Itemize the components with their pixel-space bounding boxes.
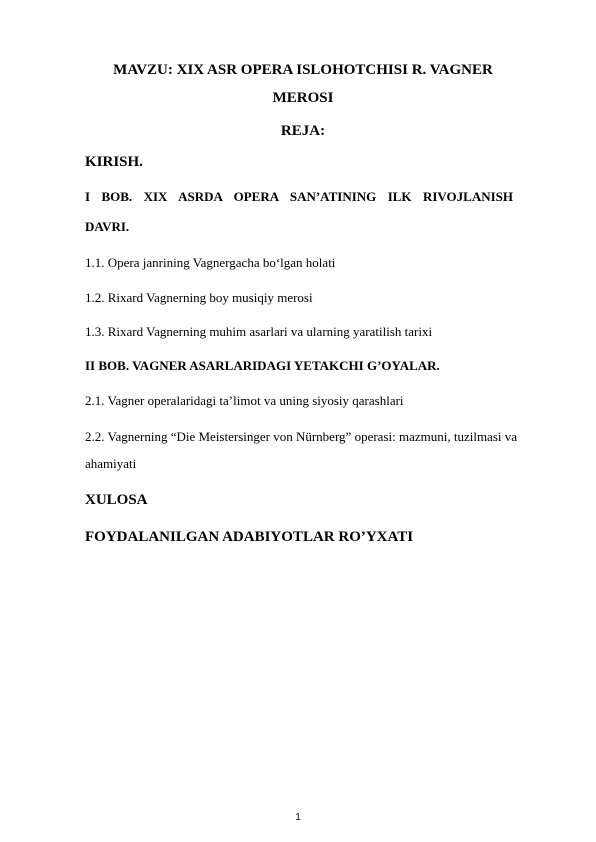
plan-heading: REJA:	[280, 123, 326, 139]
section-1-2: 1.2. Rixard Vagnerning boy musiqiy merosi	[85, 290, 313, 305]
intro-heading: KIRISH.	[85, 154, 143, 170]
references-heading: FOYDALANILGAN ADABIYOTLAR RO’YXATI	[85, 529, 414, 545]
title-line-2: MEROSI	[272, 90, 334, 106]
conclusion-heading: XULOSA	[85, 492, 148, 508]
page-number: 1	[295, 812, 301, 823]
section-1-1: 1.1. Opera janrining Vagnergacha bo‘lgan holati	[85, 255, 336, 270]
section-2-2-line-1: 2.2. Vagnerning “Die Meistersinger von Nürnberg” operasi: mazmuni, tuzilmasi va	[85, 429, 518, 444]
chapter-1-heading-line-2: DAVRI.	[85, 219, 130, 234]
section-1-3: 1.3. Rixard Vagnerning muhim asarlari va ularning yaratilish tarixi	[85, 324, 433, 339]
section-2-1: 2.1. Vagner operalaridagi ta’limot va uning siyosiy qarashlari	[85, 393, 404, 408]
chapter-2-heading: II BOB. VAGNER ASARLARIDAGI YETAKCHI G’OYALAR.	[85, 358, 440, 373]
title-line-1: MAVZU: XIX ASR OPERA ISLOHOTCHISI R. VAGNER	[113, 62, 493, 78]
chapter-1-heading-line-1: I BOB. XIX ASRDA OPERA SAN’ATINING ILK RIVOJLANISH	[85, 189, 513, 204]
section-2-2-line-2: ahamiyati	[85, 456, 137, 471]
